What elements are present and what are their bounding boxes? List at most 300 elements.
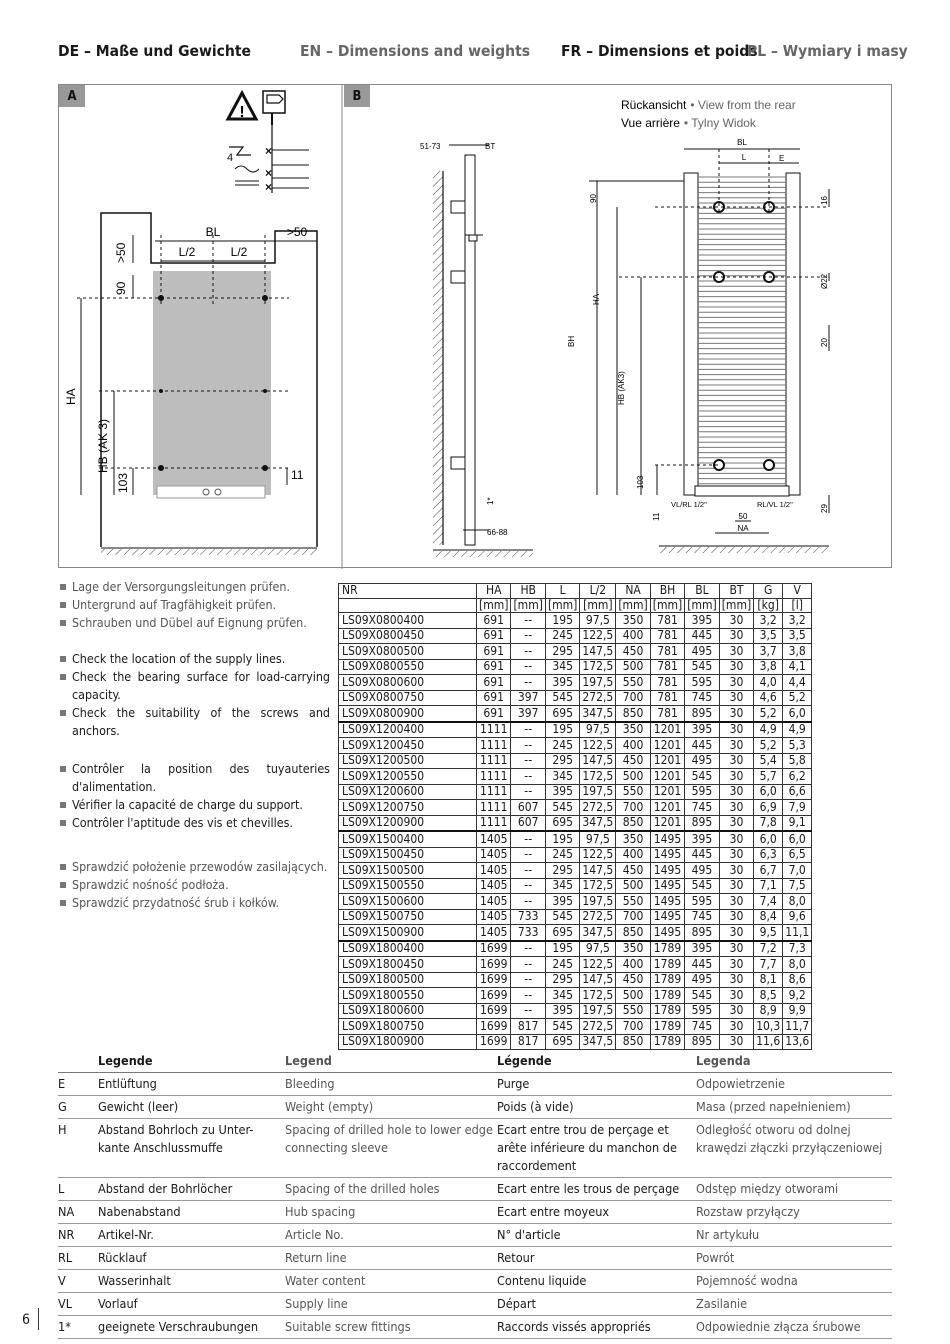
installation-checklist bbox=[58, 578, 330, 930]
table-row bbox=[339, 628, 812, 644]
legend-cell: Retour bbox=[497, 1250, 535, 1265]
table-cell: 347,5 bbox=[580, 925, 616, 941]
table-cell: 895 bbox=[685, 815, 719, 831]
table-cell: 5,2 bbox=[754, 738, 783, 754]
rear-title-2b: • Tylny Widok bbox=[683, 116, 756, 130]
legend-cell: Spacing of drilled hole to lower edge connecting sleeve bbox=[285, 1122, 493, 1155]
svg-text:Rückansicht• View from the rea bbox=[621, 98, 796, 112]
table-cell: 395 bbox=[545, 675, 579, 691]
table-cell: 1405 bbox=[477, 909, 511, 925]
table-cell: -- bbox=[511, 675, 545, 691]
dim-b-16: 16 bbox=[820, 196, 829, 205]
table-cell: 13,6 bbox=[783, 1034, 812, 1050]
table-cell: 350 bbox=[616, 831, 650, 847]
table-cell: 30 bbox=[719, 769, 753, 785]
table-cell: 545 bbox=[545, 909, 579, 925]
table-cell: LS09X1200550 bbox=[339, 769, 477, 785]
table-cell: 7,8 bbox=[754, 815, 783, 831]
table-cell: 30 bbox=[719, 800, 753, 816]
table-cell: 595 bbox=[685, 675, 719, 691]
table-cell: 147,5 bbox=[580, 753, 616, 769]
legend-cell: NR bbox=[58, 1227, 75, 1242]
table-cell: 1405 bbox=[477, 894, 511, 910]
table-row bbox=[339, 784, 812, 800]
table-cell: 1699 bbox=[477, 988, 511, 1004]
table-cell: -- bbox=[511, 613, 545, 629]
table-cell: 695 bbox=[545, 815, 579, 831]
legend-cell: Purge bbox=[497, 1076, 530, 1091]
table-row bbox=[339, 613, 812, 629]
dim-side-bt: BT bbox=[485, 142, 496, 151]
table-cell: 781 bbox=[650, 628, 684, 644]
table-cell: 700 bbox=[616, 800, 650, 816]
table-cell: -- bbox=[511, 957, 545, 973]
table-cell: 781 bbox=[650, 644, 684, 660]
table-cell: 1495 bbox=[650, 894, 684, 910]
table-row bbox=[339, 972, 812, 988]
table-cell: 8,0 bbox=[783, 894, 812, 910]
legend-cell: Entlüftung bbox=[98, 1076, 157, 1091]
table-cell: 1111 bbox=[477, 722, 511, 738]
dim-b-50: 50 bbox=[738, 512, 748, 521]
panel-a-tag: A bbox=[59, 85, 85, 107]
table-cell: 745 bbox=[685, 909, 719, 925]
column-unit: [mm] bbox=[545, 598, 579, 613]
legend-cell: Artikel-Nr. bbox=[98, 1227, 154, 1242]
table-cell: 495 bbox=[685, 644, 719, 660]
table-cell: -- bbox=[511, 769, 545, 785]
table-cell: 6,0 bbox=[783, 831, 812, 847]
legend-cell: Spacing of the drilled holes bbox=[285, 1181, 440, 1196]
table-cell: 30 bbox=[719, 1034, 753, 1050]
table-cell: 445 bbox=[685, 847, 719, 863]
table-cell: 3,8 bbox=[754, 659, 783, 675]
table-cell: 197,5 bbox=[580, 1003, 616, 1019]
table-cell: 195 bbox=[545, 722, 579, 738]
legend-table bbox=[58, 1050, 892, 1339]
table-row bbox=[339, 1034, 812, 1050]
table-cell: LS09X0800600 bbox=[339, 675, 477, 691]
table-cell: 197,5 bbox=[580, 675, 616, 691]
table-cell: -- bbox=[511, 847, 545, 863]
table-cell: 550 bbox=[616, 675, 650, 691]
column-header: V bbox=[783, 584, 812, 599]
table-row bbox=[339, 1003, 812, 1019]
table-cell: 1201 bbox=[650, 769, 684, 785]
dim-b-e: E bbox=[779, 154, 785, 163]
table-cell: 8,0 bbox=[783, 957, 812, 973]
supply-lines-icon bbox=[227, 125, 309, 194]
table-row bbox=[339, 644, 812, 660]
table-cell: 11,1 bbox=[783, 925, 812, 941]
legend-cell: E bbox=[58, 1076, 66, 1091]
list-item: Contrôler l'aptitude des vis et chevilles. bbox=[58, 814, 330, 832]
table-cell: 495 bbox=[685, 972, 719, 988]
table-cell: LS09X1200900 bbox=[339, 815, 477, 831]
table-cell: -- bbox=[511, 831, 545, 847]
legend-row bbox=[58, 1247, 892, 1270]
dim-b-29: 29 bbox=[820, 504, 829, 513]
legend-cell: 1* bbox=[58, 1319, 71, 1334]
column-header: BT bbox=[719, 584, 753, 599]
legend-cell: RL bbox=[58, 1250, 73, 1265]
table-cell: 1201 bbox=[650, 784, 684, 800]
table-cell: 4,1 bbox=[783, 659, 812, 675]
column-unit: [kg] bbox=[754, 598, 783, 613]
table-cell: LS09X1500550 bbox=[339, 878, 477, 894]
table-cell: 6,0 bbox=[754, 784, 783, 800]
table-cell: 1201 bbox=[650, 738, 684, 754]
svg-text:×: × bbox=[265, 166, 273, 180]
table-cell: 1699 bbox=[477, 1003, 511, 1019]
table-cell: 550 bbox=[616, 894, 650, 910]
table-cell: 1201 bbox=[650, 753, 684, 769]
table-cell: 345 bbox=[545, 988, 579, 1004]
table-cell: 5,2 bbox=[783, 690, 812, 706]
table-cell: LS09X1800750 bbox=[339, 1019, 477, 1035]
table-cell: 347,5 bbox=[580, 815, 616, 831]
table-row bbox=[339, 690, 812, 706]
table-cell: 295 bbox=[545, 753, 579, 769]
table-cell: 1699 bbox=[477, 972, 511, 988]
table-cell: 6,2 bbox=[783, 769, 812, 785]
table-cell: 7,9 bbox=[783, 800, 812, 816]
table-cell: LS09X0800550 bbox=[339, 659, 477, 675]
table-cell: LS09X1500500 bbox=[339, 863, 477, 879]
table-cell: 97,5 bbox=[580, 722, 616, 738]
table-cell: 30 bbox=[719, 628, 753, 644]
svg-text:×: × bbox=[265, 144, 273, 158]
table-cell: 272,5 bbox=[580, 800, 616, 816]
table-cell: 8,6 bbox=[783, 972, 812, 988]
table-cell: 691 bbox=[477, 644, 511, 660]
table-cell: 5,2 bbox=[754, 706, 783, 722]
table-cell: 7,3 bbox=[783, 941, 812, 957]
table-row bbox=[339, 957, 812, 973]
table-cell: 1789 bbox=[650, 1003, 684, 1019]
table-cell: 545 bbox=[685, 769, 719, 785]
table-cell: 850 bbox=[616, 706, 650, 722]
list-item: Sprawdzić przydatność śrub i kołków. bbox=[58, 894, 330, 912]
column-unit: [mm] bbox=[477, 598, 511, 613]
table-cell: 1201 bbox=[650, 722, 684, 738]
dim-a-gt50-top: >50 bbox=[114, 242, 128, 263]
dim-a-ha: HA bbox=[64, 388, 78, 405]
table-cell: 347,5 bbox=[580, 706, 616, 722]
table-cell: 745 bbox=[685, 690, 719, 706]
table-cell: 8,4 bbox=[754, 909, 783, 925]
table-cell: 30 bbox=[719, 925, 753, 941]
table-row bbox=[339, 909, 812, 925]
table-cell: 245 bbox=[545, 847, 579, 863]
table-cell: 1699 bbox=[477, 941, 511, 957]
table-cell: 1495 bbox=[650, 909, 684, 925]
dim-b-11: 11 bbox=[652, 512, 661, 521]
warning-icon bbox=[228, 93, 256, 121]
table-cell: 691 bbox=[477, 659, 511, 675]
dim-a-hb: HB (AK 3) bbox=[96, 418, 110, 473]
table-cell: 745 bbox=[685, 1019, 719, 1035]
table-cell: 1111 bbox=[477, 769, 511, 785]
table-cell: 245 bbox=[545, 738, 579, 754]
table-cell: 850 bbox=[616, 815, 650, 831]
column-header: BH bbox=[650, 584, 684, 599]
flag-4: 4 bbox=[227, 152, 234, 164]
legend-cell: Odpowiednie złącza śrubowe bbox=[696, 1319, 861, 1334]
table-row bbox=[339, 894, 812, 910]
legend-header-key bbox=[58, 1050, 98, 1072]
column-header: L bbox=[545, 584, 579, 599]
legend-header-en: Legend bbox=[285, 1053, 332, 1068]
dim-side-5173: 51-73 bbox=[420, 142, 441, 151]
table-cell: 1789 bbox=[650, 1019, 684, 1035]
list-item: Check the location of the supply lines. bbox=[58, 650, 330, 668]
table-cell: 122,5 bbox=[580, 847, 616, 863]
table-cell: -- bbox=[511, 972, 545, 988]
legend-row bbox=[58, 1224, 892, 1247]
table-cell: 781 bbox=[650, 659, 684, 675]
list-item: Check the suitability of the screws and anchors. bbox=[58, 704, 330, 740]
table-cell: 6,0 bbox=[783, 706, 812, 722]
table-cell: -- bbox=[511, 722, 545, 738]
table-cell: 122,5 bbox=[580, 957, 616, 973]
radiator-front bbox=[153, 271, 271, 495]
table-cell: 197,5 bbox=[580, 894, 616, 910]
legend-cell: Odległość otworu od dolnej krawędzi złączki przyłączeniowej bbox=[696, 1122, 883, 1155]
table-cell: LS09X0800400 bbox=[339, 613, 477, 629]
table-cell: 500 bbox=[616, 769, 650, 785]
table-cell: 607 bbox=[511, 815, 545, 831]
table-cell: 700 bbox=[616, 1019, 650, 1035]
dim-b-22: Ø22 bbox=[820, 273, 829, 289]
table-cell: 1405 bbox=[477, 831, 511, 847]
table-cell: 545 bbox=[545, 800, 579, 816]
legend-cell: Nabenabstand bbox=[98, 1204, 181, 1219]
checklist-pl bbox=[58, 858, 330, 912]
table-cell: 30 bbox=[719, 738, 753, 754]
table-cell: 1201 bbox=[650, 815, 684, 831]
table-cell: 500 bbox=[616, 988, 650, 1004]
table-cell: 9,2 bbox=[783, 988, 812, 1004]
table-cell: 172,5 bbox=[580, 878, 616, 894]
table-cell: 397 bbox=[511, 706, 545, 722]
checklist-fr bbox=[58, 760, 330, 832]
table-cell: 817 bbox=[511, 1019, 545, 1035]
legend-row bbox=[58, 1201, 892, 1224]
svg-text:Vue arrière• Tylny Widok bbox=[621, 116, 757, 130]
table-cell: 1405 bbox=[477, 925, 511, 941]
legend-header bbox=[58, 1050, 892, 1073]
legend-row bbox=[58, 1073, 892, 1096]
dim-a-bl: BL bbox=[205, 225, 221, 239]
table-cell: 30 bbox=[719, 659, 753, 675]
column-header: BL bbox=[685, 584, 719, 599]
table-cell: LS09X1200400 bbox=[339, 722, 477, 738]
dim-a-103: 103 bbox=[116, 472, 130, 493]
rear-title-1b: • View from the rear bbox=[690, 98, 796, 112]
table-row bbox=[339, 941, 812, 957]
column-unit: [l] bbox=[783, 598, 812, 613]
table-cell: 197,5 bbox=[580, 784, 616, 800]
table-cell: -- bbox=[511, 1003, 545, 1019]
table-cell: 550 bbox=[616, 784, 650, 800]
legend-cell: VL bbox=[58, 1296, 73, 1311]
column-unit: [mm] bbox=[616, 598, 650, 613]
table-cell: 172,5 bbox=[580, 659, 616, 675]
dim-a-l2b: L/2 bbox=[230, 245, 248, 259]
column-unit: [mm] bbox=[580, 598, 616, 613]
legend-cell: Return line bbox=[285, 1250, 347, 1265]
table-cell: -- bbox=[511, 784, 545, 800]
rear-title-1: Rückansicht bbox=[621, 98, 687, 112]
table-cell: -- bbox=[511, 941, 545, 957]
table-cell: 172,5 bbox=[580, 988, 616, 1004]
dimensions-table bbox=[338, 583, 812, 1050]
table-cell: 6,3 bbox=[754, 847, 783, 863]
table-cell: 691 bbox=[477, 628, 511, 644]
svg-text:!: ! bbox=[239, 104, 245, 121]
checklist-en bbox=[58, 650, 330, 740]
legend-header-pl: Legenda bbox=[696, 1053, 751, 1068]
table-cell: 4,0 bbox=[754, 675, 783, 691]
legend-cell: Pojemność wodna bbox=[696, 1273, 798, 1288]
legend-cell: Zasilanie bbox=[696, 1296, 748, 1311]
legend-cell: Powrót bbox=[696, 1250, 735, 1265]
table-row bbox=[339, 800, 812, 816]
table-cell: 5,8 bbox=[783, 753, 812, 769]
table-cell: 30 bbox=[719, 1019, 753, 1035]
list-item: Schrauben und Dübel auf Eignung prüfen. bbox=[58, 614, 330, 632]
table-cell: LS09X1200500 bbox=[339, 753, 477, 769]
table-cell: 345 bbox=[545, 769, 579, 785]
table-cell: LS09X1500450 bbox=[339, 847, 477, 863]
dim-b-ha: HA bbox=[592, 293, 601, 305]
dim-b-bl: BL bbox=[737, 138, 747, 147]
table-cell: 8,9 bbox=[754, 1003, 783, 1019]
table-cell: LS09X1500600 bbox=[339, 894, 477, 910]
table-cell: 30 bbox=[719, 753, 753, 769]
table-cell: 6,5 bbox=[783, 847, 812, 863]
table-cell: 595 bbox=[685, 784, 719, 800]
legend-cell: H bbox=[58, 1122, 67, 1137]
table-cell: 700 bbox=[616, 690, 650, 706]
legend-cell: Weight (empty) bbox=[285, 1099, 374, 1114]
dimension-drawing bbox=[58, 84, 892, 568]
table-cell: 30 bbox=[719, 690, 753, 706]
table-cell: 30 bbox=[719, 613, 753, 629]
table-cell: 30 bbox=[719, 957, 753, 973]
table-cell: 30 bbox=[719, 815, 753, 831]
table-cell: 9,1 bbox=[783, 815, 812, 831]
list-item: Untergrund auf Tragfähigkeit prüfen. bbox=[58, 596, 330, 614]
table-cell: -- bbox=[511, 628, 545, 644]
legend-cell: Ecart entre moyeux bbox=[497, 1204, 610, 1219]
table-cell: -- bbox=[511, 753, 545, 769]
table-cell: 30 bbox=[719, 706, 753, 722]
table-cell: LS09X1500750 bbox=[339, 909, 477, 925]
table-cell: 272,5 bbox=[580, 690, 616, 706]
table-cell: LS09X1800550 bbox=[339, 988, 477, 1004]
list-item: Sprawdzić nośność podłoża. bbox=[58, 876, 330, 894]
dim-b-hb: HB (AK3) bbox=[617, 371, 626, 405]
table-cell: 781 bbox=[650, 706, 684, 722]
table-cell: 195 bbox=[545, 831, 579, 847]
table-cell: 895 bbox=[685, 925, 719, 941]
table-cell: 895 bbox=[685, 1034, 719, 1050]
table-cell: 4,9 bbox=[783, 722, 812, 738]
table-cell: 1789 bbox=[650, 941, 684, 957]
table-cell: 595 bbox=[685, 894, 719, 910]
table-cell: 691 bbox=[477, 690, 511, 706]
table-cell: 395 bbox=[545, 894, 579, 910]
table-cell: LS09X1200750 bbox=[339, 800, 477, 816]
legend-cell: G bbox=[58, 1099, 67, 1114]
table-header-row bbox=[339, 584, 812, 599]
legend-cell: L bbox=[58, 1181, 65, 1196]
table-cell: -- bbox=[511, 863, 545, 879]
legend-row bbox=[58, 1293, 892, 1316]
table-cell: 3,5 bbox=[754, 628, 783, 644]
table-cell: 345 bbox=[545, 659, 579, 675]
column-unit: [mm] bbox=[511, 598, 545, 613]
column-header: NA bbox=[616, 584, 650, 599]
table-cell: 695 bbox=[545, 706, 579, 722]
legend-cell: Suitable screw fittings bbox=[285, 1319, 411, 1334]
table-cell: LS09X1800900 bbox=[339, 1034, 477, 1050]
table-cell: 1111 bbox=[477, 815, 511, 831]
table-cell: 30 bbox=[719, 878, 753, 894]
legend-cell: Ecart entre trou de perçage et arête inférieure du manchon de raccordement bbox=[497, 1122, 677, 1173]
table-cell: 30 bbox=[719, 722, 753, 738]
dim-b-103: 103 bbox=[636, 475, 645, 489]
legend-cell: Vorlauf bbox=[98, 1296, 138, 1311]
legend-cell: V bbox=[58, 1273, 66, 1288]
table-cell: 400 bbox=[616, 847, 650, 863]
table-cell: 97,5 bbox=[580, 613, 616, 629]
table-cell: 1111 bbox=[477, 738, 511, 754]
radiator-rear-view bbox=[684, 173, 800, 496]
table-cell: 595 bbox=[685, 1003, 719, 1019]
table-cell: LS09X0800750 bbox=[339, 690, 477, 706]
table-cell: 1111 bbox=[477, 800, 511, 816]
panel-b-tag: B bbox=[344, 85, 370, 107]
table-cell: 7,7 bbox=[754, 957, 783, 973]
table-cell: 30 bbox=[719, 675, 753, 691]
table-cell: 147,5 bbox=[580, 863, 616, 879]
table-cell: 550 bbox=[616, 1003, 650, 1019]
column-header: NR bbox=[339, 584, 477, 599]
table-cell: 1789 bbox=[650, 957, 684, 973]
table-cell: 97,5 bbox=[580, 941, 616, 957]
header-de: DE – Maße und Gewichte bbox=[58, 42, 251, 60]
table-cell: 30 bbox=[719, 847, 753, 863]
table-cell: 3,5 bbox=[783, 628, 812, 644]
dim-b-20: 20 bbox=[820, 338, 829, 347]
table-cell: -- bbox=[511, 659, 545, 675]
legend-cell: Rozstaw przyłączy bbox=[696, 1204, 800, 1219]
table-cell: LS09X1200450 bbox=[339, 738, 477, 754]
table-cell: 400 bbox=[616, 957, 650, 973]
table-cell: 400 bbox=[616, 738, 650, 754]
dim-b-vl: VL/RL 1/2" bbox=[671, 500, 707, 509]
table-cell: 122,5 bbox=[580, 738, 616, 754]
legend-cell: N° d'article bbox=[497, 1227, 561, 1242]
table-cell: 445 bbox=[685, 738, 719, 754]
table-cell: 695 bbox=[545, 925, 579, 941]
legend-cell: Wasserinhalt bbox=[98, 1273, 171, 1288]
table-cell: 9,5 bbox=[754, 925, 783, 941]
table-cell: 733 bbox=[511, 909, 545, 925]
